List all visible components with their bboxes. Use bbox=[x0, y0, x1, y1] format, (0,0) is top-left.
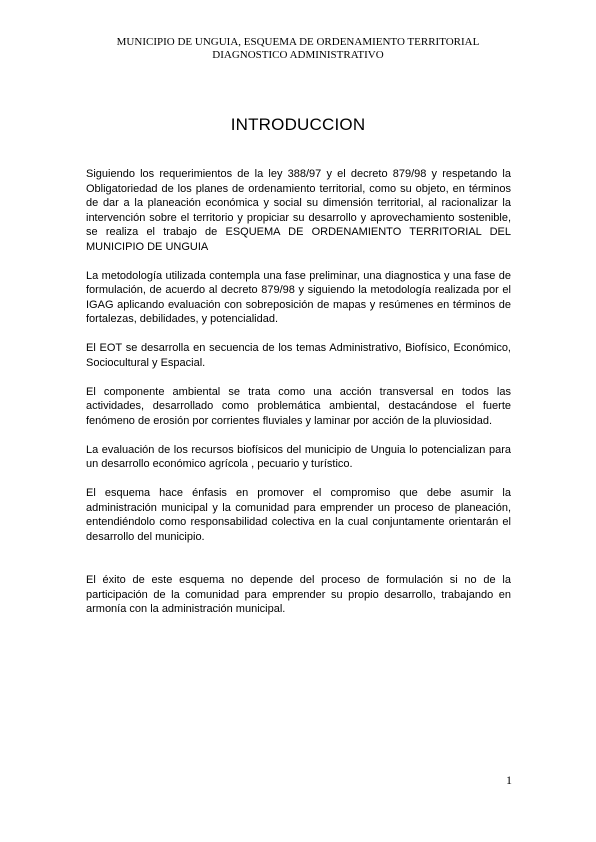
page-number: 1 bbox=[506, 773, 512, 787]
header-line-1: MUNICIPIO DE UNGUIA, ESQUEMA DE ORDENAMIENTO TERRITORIAL bbox=[116, 36, 480, 48]
paragraph-6: El esquema hace énfasis en promover el compromiso que debe asumir la administración municipal y la comunidad para emprender un proceso de planeación, entendiéndolo como responsabilidad colectiva en la cual conjuntamente orientarán el desarrollo del municipio. bbox=[86, 487, 511, 543]
paragraph-3: El EOT se desarrolla en secuencia de los temas Administrativo, Biofísico, Económico, Sociocultural y Espacial. bbox=[86, 342, 511, 369]
paragraph-2: La metodología utilizada contempla una fase preliminar, una diagnostica y una fase de formulación, de acuerdo al decreto 879/98 y siguiendo la metodología realizada por el IGAG aplicando evaluación con sobreposición de mapas y resúmenes en términos de fortalezas, debilidades, y potencialidad. bbox=[86, 269, 511, 325]
page-title: INTRODUCCION bbox=[230, 115, 366, 134]
paragraph-7: El éxito de este esquema no depende del proceso de formulación si no de la participación de la comunidad para emprender su propio desarrollo, trabajando en armonía con la administración municipal. bbox=[86, 574, 511, 615]
page-header bbox=[60, 36, 536, 62]
paragraph-1: Siguiendo los requerimientos de la ley 388/97 y el decreto 879/98 y respetando la Obligatoriedad de los planes de ordenamiento territorial, como su objeto, en términos de dar a la planeación económica y social su dimensión territorial, al racionalizar la intervención sobre el territorio y propiciar su desarrollo y aprovechamiento sostenible, se realiza el trabajo de ESQUEMA DE ORDENAMIENTO TERRITORIAL DEL MUNICIPIO DE UNGUIA bbox=[86, 168, 511, 253]
paragraph-4: El componente ambiental se trata como una acción transversal en todos las actividades, desarrollado como problemática ambiental, destacándose el fuerte fenómeno de erosión por corrientes fluviales y laminar por acción de la pluviosidad. bbox=[86, 385, 511, 427]
paragraph-5: La evaluación de los recursos biofísicos del municipio de Unguia lo potencializan para un desarrollo económico agrícola , pecuario y turístico. bbox=[86, 443, 511, 470]
document-body bbox=[86, 167, 511, 631]
header-line-2: DIAGNOSTICO ADMINISTRATIVO bbox=[212, 49, 384, 61]
